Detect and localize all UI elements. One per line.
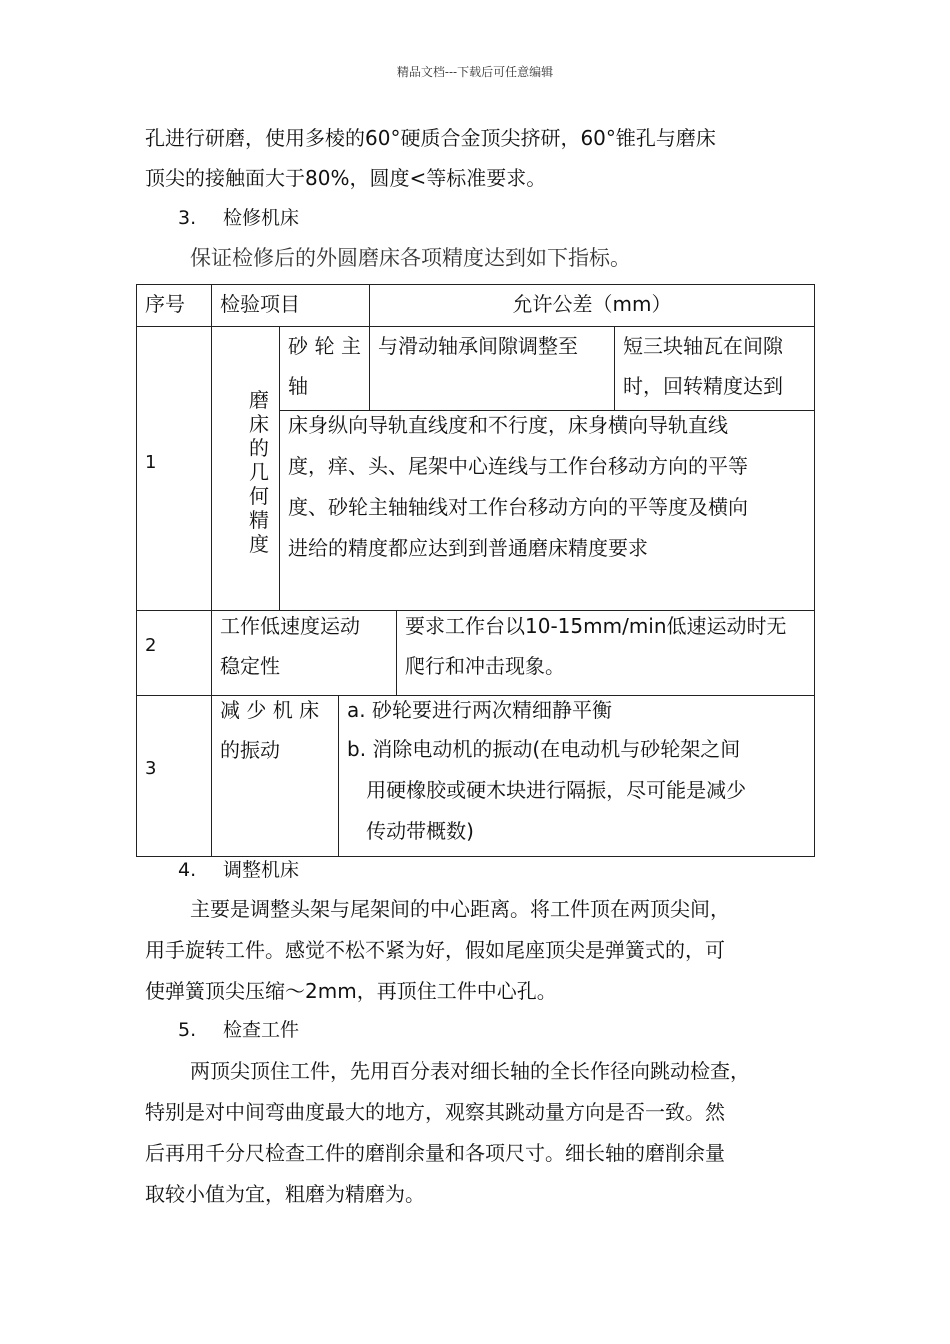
body-text-line: 使弹簧顶尖压缩～2mm，再顶住工件中心孔。 <box>145 979 557 1003</box>
row-3-tolerance: a. 砂轮要进行两次精细静平衡 <box>347 698 612 722</box>
header-tolerance: 允许公差（mm） <box>512 292 672 316</box>
row-1-sub2-text: 进给的精度都应达到到普通磨床精度要求 <box>288 536 648 560</box>
row-1-sub1-col3: 时，回转精度达到 <box>623 374 783 398</box>
row-1-seq: 1 <box>145 452 157 473</box>
row-1-sub1-col2: 与滑动轴承间隙调整至 <box>378 334 578 358</box>
section-5-heading <box>178 1015 299 1045</box>
row-1-sub1-col3: 短三块轴瓦在间隙 <box>623 334 783 358</box>
header-seq: 序号 <box>145 292 185 316</box>
row-1-category: 磨床的几何精度 <box>249 388 269 556</box>
row-1-sub1-item: 轴 <box>288 374 308 398</box>
body-text-line: 两顶尖顶住工件，先用百分表对细长轴的全长作径向跳动检查， <box>190 1059 750 1083</box>
row-2-tolerance: 爬行和冲击现象。 <box>405 654 565 678</box>
section-title: 调整机床 <box>223 859 300 881</box>
row-1-sub2-text: 床身纵向导轨直线度和不行度，床身横向导轨直线 <box>288 413 728 437</box>
body-text-line: 特别是对中间弯曲度最大的地方，观察其跳动量方向是否一致。然 <box>145 1100 725 1124</box>
row-2-tolerance: 要求工作台以10-15mm/min低速运动时无 <box>405 614 787 638</box>
row-1-sub2-text: 度、砂轮主轴轴线对工作台移动方向的平等度及横向 <box>288 495 748 519</box>
row-1-sub2-text: 度，痒、头、尾架中心连线与工作台移动方向的平等 <box>288 454 748 478</box>
row-3-tolerance: 传动带概数) <box>347 819 474 843</box>
body-text-line: 后再用千分尺检查工件的磨削余量和各项尺寸。细长轴的磨削余量 <box>145 1141 725 1165</box>
body-text-line: 用手旋转工件。感觉不松不紧为好，假如尾座顶尖是弹簧式的，可 <box>145 938 725 962</box>
section-number: 3. <box>178 207 197 229</box>
row-3-seq: 3 <box>145 758 157 779</box>
section-title: 检查工件 <box>223 1019 300 1041</box>
section-title: 检修机床 <box>223 207 300 229</box>
body-text-line: 取较小值为宜，粗磨为精磨为。 <box>145 1182 425 1206</box>
section-3-heading <box>178 203 299 233</box>
section-number: 4. <box>178 859 197 881</box>
section-3-intro: 保证检修后的外圆磨床各项精度达到如下指标。 <box>190 246 631 270</box>
section-4-heading <box>178 855 299 885</box>
body-text-line: 主要是调整头架与尾架间的中心距离。将工件顶在两顶尖间， <box>190 897 730 921</box>
body-text-line: 顶尖的接触面大于80%，圆度<等标准要求。 <box>145 166 547 190</box>
row-3-item: 的振动 <box>220 738 280 762</box>
row-2-seq: 2 <box>145 635 157 656</box>
row-3-tolerance: b. 消除电动机的振动(在电动机与砂轮架之间 <box>347 737 741 761</box>
row-3-item: 减 少 机 床 <box>220 698 320 722</box>
page-header: 精品文档---下载后可任意编辑 <box>396 65 554 79</box>
row-2-item: 稳定性 <box>220 654 280 678</box>
section-number: 5. <box>178 1019 197 1041</box>
body-text-line: 孔进行研磨，使用多棱的60°硬质合金顶尖挤研，60°锥孔与磨床 <box>145 126 716 150</box>
row-3-tolerance: 用硬橡胶或硬木块进行隔振，尽可能是减少 <box>347 778 747 802</box>
row-2-item: 工作低速度运动 <box>220 614 360 638</box>
row-1-sub1-item: 砂轮主 <box>288 334 361 358</box>
header-item: 检验项目 <box>220 292 300 316</box>
